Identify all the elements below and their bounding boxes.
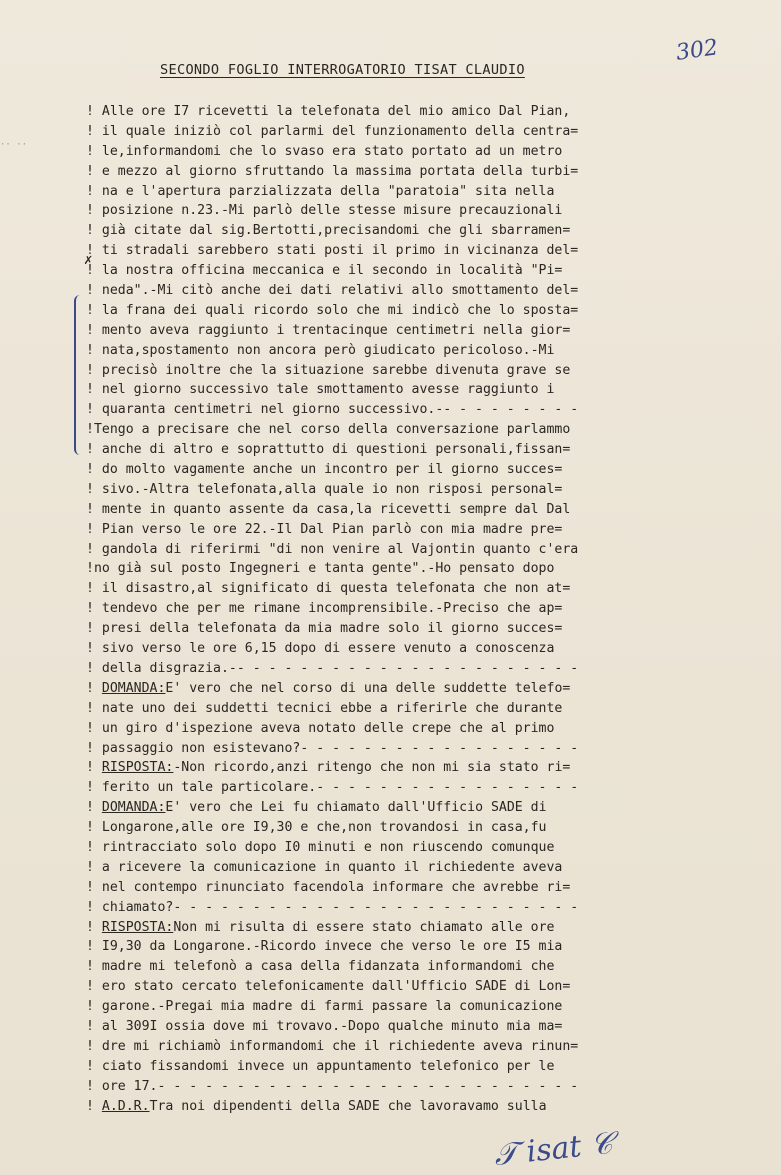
text-line: ! precisò inoltre che la situazione sarebbe divenuta grave se (86, 362, 571, 378)
text-line: ! ti stradali sarebbero stati posti il primo in vicinanza del= (86, 243, 579, 259)
text-line: ! anche di altro e soprattutto di questioni personali,fissan= (86, 442, 571, 458)
text-line: ! già citate dal sig.Bertotti,precisandomi che gli sbarramen= (86, 223, 571, 239)
text-line: ! ferito un tale particolare.- - - - - - - - - - - - - - - - - (86, 780, 579, 796)
text-line: ! il quale iniziò col parlarmi del funzionamento della centra= (86, 123, 579, 139)
document-title: SECONDO FOGLIO INTERROGATORIO TISAT CLAUDIO (160, 62, 525, 78)
text-line: ! I9,30 da Longarone.-Ricordo invece che verso le ore I5 mia (86, 939, 563, 955)
text-line: ! chiamato?- - - - - - - - - - - - - - - - - - - - - - - - - - (86, 899, 579, 915)
text-line: ! do molto vagamente anche un incontro per il giorno succes= (86, 462, 563, 478)
text-line: ! a ricevere la comunicazione in quanto il richiedente aveva (86, 859, 563, 875)
text-line: ! e mezzo al giorno sfruttando la massima portata della turbi= (86, 163, 579, 179)
text-line: ! il disastro,al significato di questa telefonata che non at= (86, 581, 571, 597)
margin-bracket-mark (74, 295, 86, 455)
text-line: ! madre mi telefonò a casa della fidanzata informandomi che (86, 959, 555, 975)
text-line: ! A.D.R.Tra noi dipendenti della SADE che lavoravamo sulla (86, 1098, 547, 1114)
text-line: ! nata,spostamento non ancora però giudicato pericoloso.-Mi (86, 342, 555, 358)
text-line: ! un giro d'ispezione aveva notato delle crepe che al primo (86, 720, 555, 736)
text-line: ! garone.-Pregai mia madre di farmi passare la comunicazione (86, 999, 563, 1015)
handwritten-signature: 𝒯 isat 𝒞 (492, 1125, 615, 1174)
text-line: ! nel contempo rinunciato facendola informare che avrebbe ri= (86, 879, 571, 895)
text-line: ! mente in quanto assente da casa,la ricevetti sempre dal Dal (86, 501, 571, 517)
text-line: ! la frana dei quali ricordo solo che mi indicò che lo sposta= (86, 302, 579, 318)
margin-note: ·· ·· (0, 140, 28, 150)
text-line: ! presi della telefonata da mia madre solo il giorno succes= (86, 621, 563, 637)
text-line: ! gandola di riferirmi "di non venire al Vajontin quanto c'era (86, 541, 579, 557)
text-line: ! DOMANDA:E' vero che Lei fu chiamato dall'Ufficio SADE di (86, 800, 547, 816)
document-body (86, 102, 578, 1116)
text-line: !no già sul posto Ingegneri e tanta gente".-Ho pensato dopo (86, 561, 555, 577)
text-line: ! della disgrazia.-- - - - - - - - - - - - - - - - - - - - - - (86, 660, 579, 676)
text-line: ! mento aveva raggiunto i trentacinque centimetri nella gior= (86, 322, 571, 338)
text-line: ! posizione n.23.-Mi parlò delle stesse misure precauzionali (86, 203, 563, 219)
text-line: ! ciato fissandomi invece un appuntamento telefonico per le (86, 1058, 555, 1074)
text-line: ! tendevo che per me rimane incomprensibile.-Preciso che ap= (86, 601, 563, 617)
text-line: ! nate uno dei suddetti tecnici ebbe a riferirle che durante (86, 700, 563, 716)
text-line: ! Pian verso le ore 22.-Il Dal Pian parlò con mia madre pre= (86, 521, 563, 537)
text-line: ! RISPOSTA:-Non ricordo,anzi ritengo che non mi sia stato ri= (86, 760, 571, 776)
text-line: ! rintracciato solo dopo I0 minuti e non riuscendo comunque (86, 839, 555, 855)
text-line: ! la nostra officina meccanica e il secondo in località "Pi= (86, 263, 563, 279)
text-line: ! al 309I ossia dove mi trovavo.-Dopo qualche minuto mia ma= (86, 1018, 563, 1034)
text-line: ! dre mi richiamò informandomi che il richiedente aveva rinun= (86, 1038, 579, 1054)
text-line: ! ero stato cercato telefonicamente dall'Ufficio SADE di Lon= (86, 979, 571, 995)
text-line: ! Alle ore I7 ricevetti la telefonata del mio amico Dal Pian, (86, 104, 571, 119)
text-line: ! RISPOSTA:Non mi risulta di essere stato chiamato alle ore (86, 919, 555, 935)
text-line: ! na e l'apertura parzializzata della "paratoia" sita nella (86, 183, 555, 199)
text-line: ! neda".-Mi citò anche dei dati relativi allo smottamento del= (86, 283, 579, 299)
text-line: ! sivo verso le ore 6,15 dopo di essere venuto a conoscenza (86, 641, 555, 657)
text-line: ! passaggio non esistevano?- - - - - - - - - - - - - - - - - - (86, 740, 579, 756)
text-line: ! DOMANDA:E' vero che nel corso di una delle suddette telefo= (86, 680, 571, 696)
text-line: ! Longarone,alle ore I9,30 e che,non trovandosi in casa,fu (86, 820, 547, 836)
text-line: ! le,informandomi che lo svaso era stato portato ad un metro (86, 143, 563, 159)
text-line: ! quaranta centimetri nel giorno successivo.-- - - - - - - - - (86, 402, 579, 418)
text-line: ! sivo.-Altra telefonata,alla quale io non risposi personal= (86, 481, 563, 497)
text-line: ! ore 17.- - - - - - - - - - - - - - - - - - - - - - - - - - - (86, 1078, 579, 1094)
text-line: !Tengo a precisare che nel corso della conversazione parlammo (86, 422, 571, 438)
margin-x-mark: ✗ (84, 252, 93, 268)
handwritten-page-number: 302 (674, 35, 720, 66)
text-line: ! nel giorno successivo tale smottamento avesse raggiunto i (86, 382, 555, 398)
